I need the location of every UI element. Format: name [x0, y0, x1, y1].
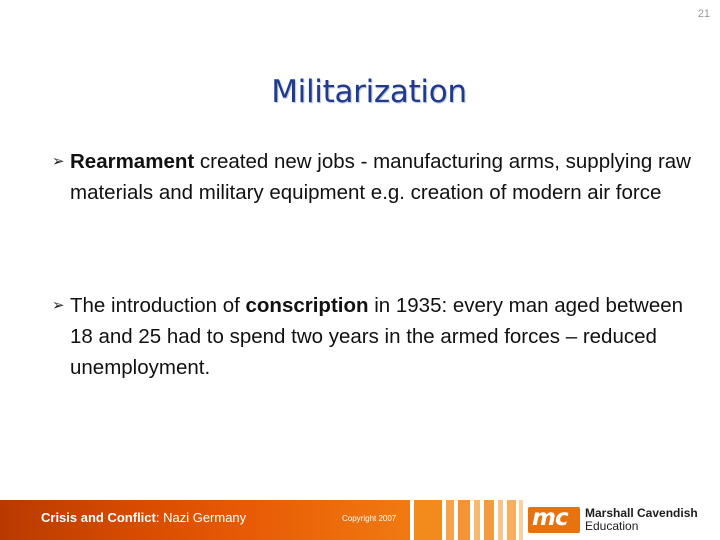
footer-stripe	[414, 500, 442, 540]
footer-copyright: Copyright 2007	[342, 514, 397, 523]
footer-stripe	[498, 500, 503, 540]
footer-course-topic: : Nazi Germany	[155, 510, 247, 525]
footer-bar	[0, 500, 720, 540]
footer-stripe	[484, 500, 494, 540]
publisher-logo-mark: mc	[532, 505, 568, 531]
bullet-item-conscription	[52, 290, 692, 383]
bullet-item-rearmament	[52, 146, 692, 208]
publisher-name	[585, 507, 698, 533]
bullet-keyword: conscription	[245, 294, 369, 317]
bullet-keyword: Rearmament	[70, 150, 195, 173]
page-number: 21	[697, 8, 710, 20]
footer-course-label	[41, 510, 246, 525]
footer-stripe	[458, 500, 470, 540]
bullet-text	[70, 290, 692, 383]
bullet-body: created new jobs - manufacturing arms, supplying raw materials and military equipment e.g. creation of modern air force	[70, 150, 691, 204]
bullet-text	[70, 146, 692, 208]
footer-stripe	[474, 500, 480, 540]
footer-stripe	[507, 500, 516, 540]
arrow-bullet-icon: ➢	[52, 153, 65, 170]
publisher-name-line1: Marshall Cavendish	[585, 506, 698, 520]
footer-stripe	[446, 500, 454, 540]
publisher-logo-icon	[528, 507, 580, 533]
slide-title: Militarization	[271, 74, 467, 110]
arrow-bullet-icon: ➢	[52, 297, 65, 314]
footer-stripe	[519, 500, 523, 540]
bullet-body-post: in 1935: every man aged between 18 and 25 had to spend two years in the armed forces – reduced unemployment.	[70, 294, 684, 379]
bullet-body-pre: The introduction of	[70, 294, 246, 317]
footer-course-name: Crisis and Conflict	[41, 510, 156, 525]
publisher-name-line2: Education	[585, 519, 639, 533]
